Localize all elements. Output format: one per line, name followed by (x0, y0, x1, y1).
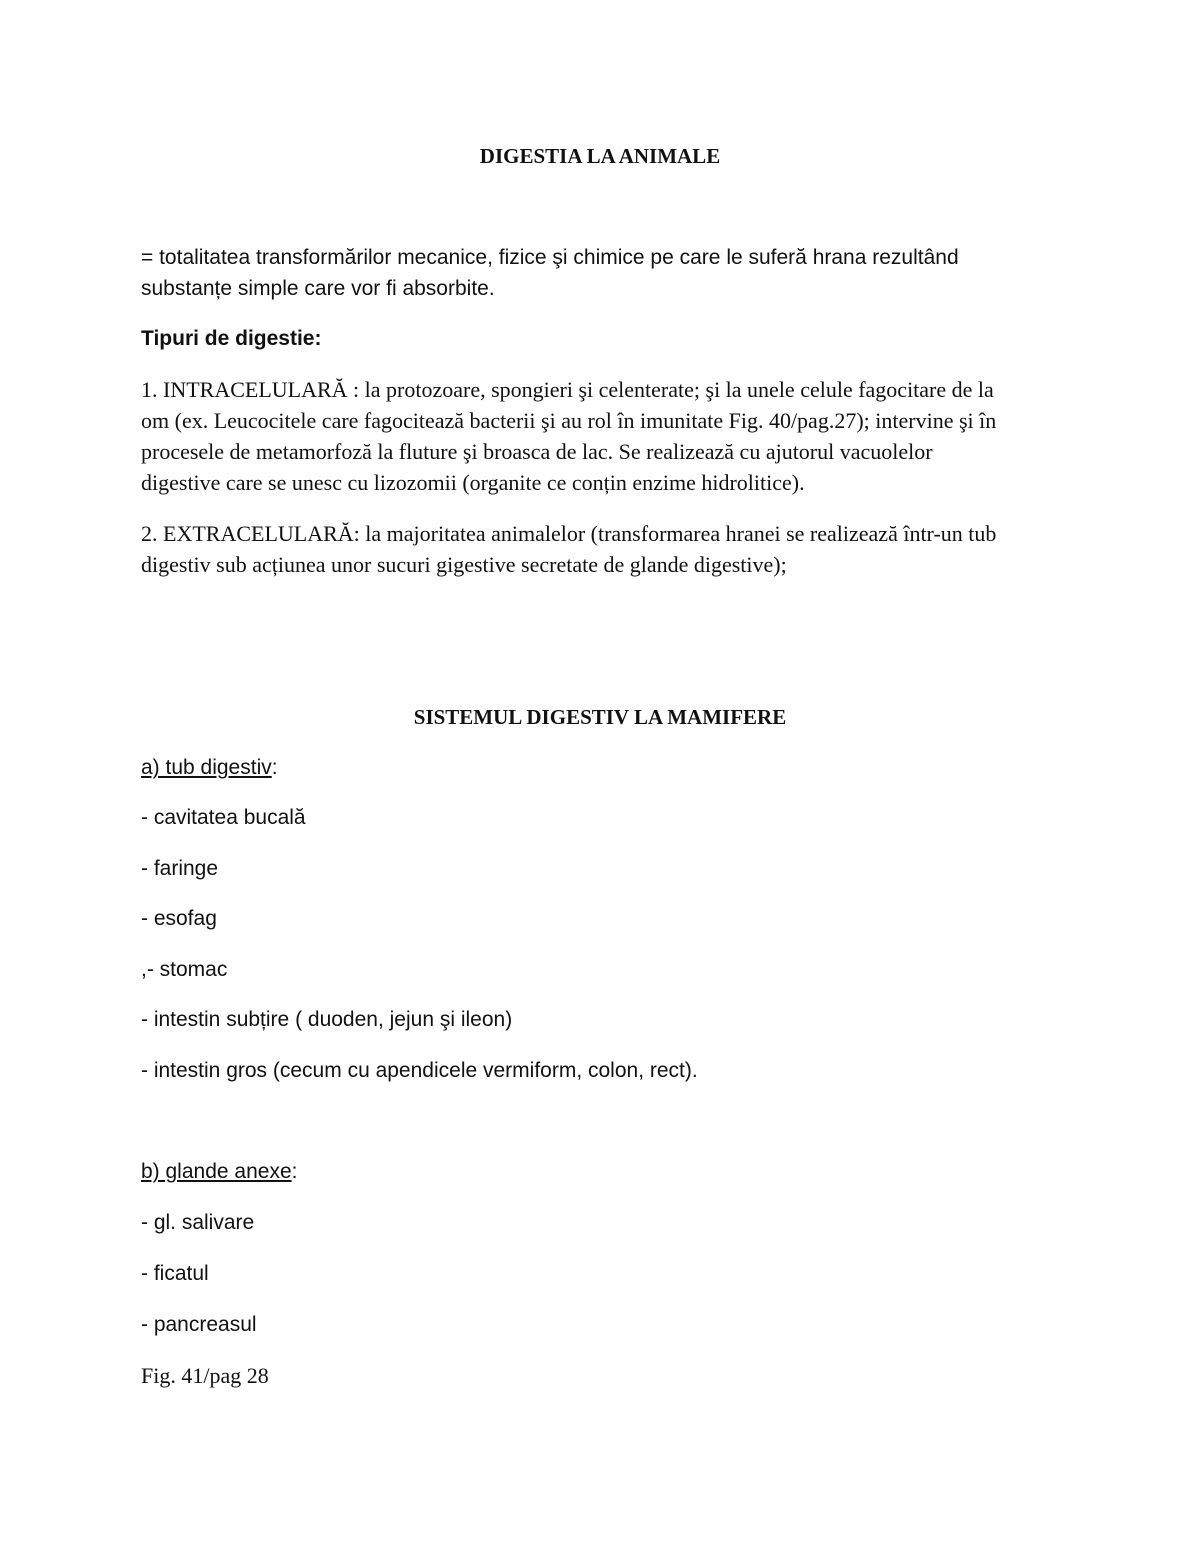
list-item: - intestin gros (cecum cu apendicele vermiform, colon, rect). (141, 1059, 698, 1082)
glands-heading (141, 1160, 297, 1184)
list-item: - intestin subțire ( duoden, jejun şi ileon) (141, 1008, 513, 1031)
extracellular-line-1: 2. EXTRACELULARĂ: la majoritatea animalelor (transformarea hranei se realizează într-un tub (141, 521, 997, 546)
list-item: - gl. salivare (141, 1211, 255, 1234)
list-item: - pancreasul (141, 1313, 257, 1336)
list-item: - cavitatea bucală (141, 806, 306, 829)
list-item: - esofag (141, 907, 217, 930)
page-title: DIGESTIA LA ANIMALE (479, 144, 721, 168)
intracellular-line-2: om (ex. Leucocitele care fagocitează bacterii şi au rol în imunitate Fig. 40/pag.27); intervine şi în (141, 408, 997, 433)
digestive-tube-heading (141, 756, 278, 780)
definition-line-2: substanțe simple care vor fi absorbite. (141, 277, 495, 300)
intracellular-line-1: 1. INTRACELULARĂ : la protozoare, spongieri şi celenterate; şi la unele celule fagocitare de la (141, 377, 994, 402)
extracellular-line-2: digestiv sub acțiunea unor sucuri gigestive secretate de glande digestive); (141, 552, 787, 577)
digestive-tube-colon: : (271, 756, 278, 779)
figure-reference: Fig. 41/pag 28 (141, 1363, 269, 1388)
intracellular-line-4: digestive care se unesc cu lizozomii (organite ce conțin enzime hidrolitice). (141, 470, 805, 495)
intracellular-line-3: procesele de metamorfoză la fluture şi broasca de lac. Se realizează cu ajutorul vacuolelor (141, 439, 933, 464)
section-title: SISTEMUL DIGESTIV LA MAMIFERE (413, 705, 787, 729)
glands-colon: : (291, 1160, 298, 1183)
digestive-tube-label: a) tub digestiv (141, 756, 272, 779)
types-heading: Tipuri de digestie: (141, 327, 322, 350)
list-item: - ficatul (141, 1262, 209, 1285)
list-item: - faringe (141, 857, 219, 880)
list-item: ,- stomac (141, 958, 228, 981)
definition-line-1: = totalitatea transformărilor mecanice, fizice şi chimice pe care le suferă hrana rezultând (141, 246, 959, 269)
glands-label: b) glande anexe (141, 1160, 292, 1183)
